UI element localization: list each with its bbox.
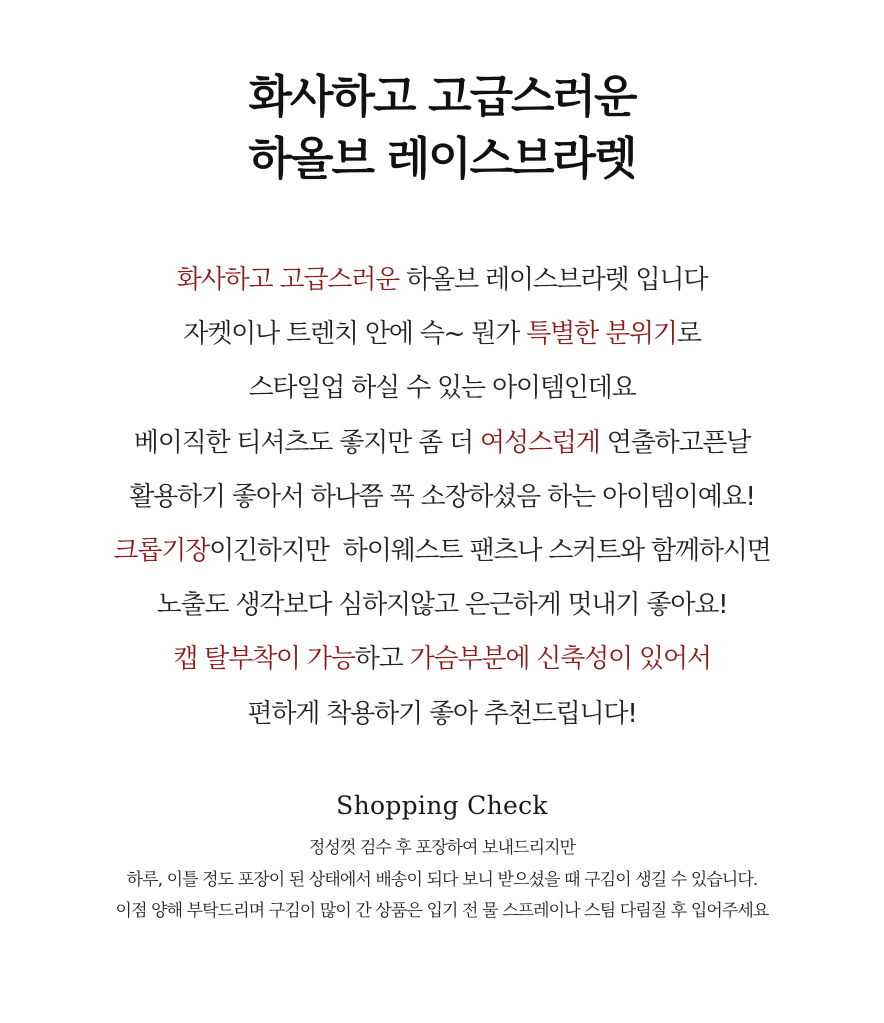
shopping-check-note: 정성껏 검수 후 포장하여 보내드리지만 [308,838,576,858]
description-line-1 [0,253,884,307]
description-line-9: 편하게 착용하기 좋아 추천드립니다! [247,698,637,729]
description-text: 로 [676,319,701,350]
description-text: 연출하고픈날 [599,427,751,458]
highlight-text: 여성스럽게 [480,427,600,458]
highlight-text: 특별한 분위기 [526,319,677,350]
description-line-3: 스타일업 하실 수 있는 아이템인데요 [248,373,636,404]
title-line-1: 화사하고 고급스러운 [248,70,636,123]
title-line-2: 하올브 레이스브라렛 [248,132,636,185]
shopping-check-note: 이점 양해 부탁드리며 구김이 많이 간 상품은 입기 전 물 스프레이나 스팀 다림질 후 입어주세요 [115,901,769,921]
description-text: 베이직한 티셔츠도 좋지만 좀 더 [133,427,481,458]
description-line-5: 활용하기 좋아서 하나쯤 꼭 소장하셨음 하는 아이템이예요! [129,481,755,512]
shopping-check-notes [0,833,884,928]
description-text: 이긴하지만 하이웨스트 팬츠나 스커트와 함께하시면 [209,536,771,567]
description-line-6 [0,524,884,578]
description-line-7: 노출도 생각보다 심하지않고 은근하게 멋내기 좋아요! [156,590,728,621]
shopping-check-heading: Shopping Check [336,791,548,820]
highlight-text: 화사하고 고급스러운 [176,265,400,295]
highlight-text: 캡 탈부착이 가능 [173,644,355,675]
description-line-4 [0,416,884,470]
product-description [0,253,884,741]
description-text: 하올브 레이스브라렛 입니다 [399,265,708,295]
highlight-text: 크롭기장 [113,536,210,567]
page-title [0,66,884,190]
shopping-check-note: 하루, 이틀 정도 포장이 된 상태에서 배송이 되다 보니 받으셨을 때 구김이 생길 수 있습니다. [126,869,758,890]
description-text: 자켓이나 트렌치 안에 슥~ 뭔가 [183,319,527,350]
description-line-8 [0,632,884,686]
description-line-2 [0,307,884,361]
description-text: 하고 [354,644,410,675]
highlight-text: 가슴부분에 신축성이 있어서 [409,644,711,675]
